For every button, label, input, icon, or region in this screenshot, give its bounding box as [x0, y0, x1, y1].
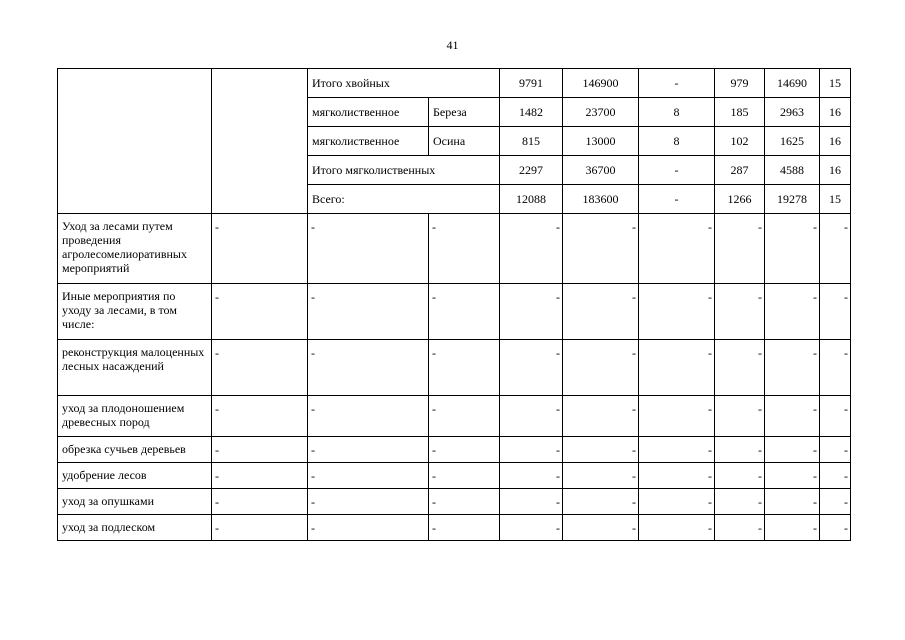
dash-cell: -: [820, 515, 851, 541]
dash-cell: -: [715, 463, 765, 489]
dash-cell: -: [765, 214, 820, 284]
value-cell: 2963: [765, 98, 820, 127]
forest-type-label: мягколиственное: [308, 98, 429, 127]
value-cell: -: [639, 156, 715, 185]
dash-cell: -: [308, 437, 429, 463]
dash-cell: -: [500, 284, 563, 340]
forest-type-label: Всего:: [308, 185, 500, 214]
value-cell: 1482: [500, 98, 563, 127]
value-cell: 15: [820, 69, 851, 98]
dash-cell: -: [500, 340, 563, 396]
activity-name: удобрение лесов: [58, 463, 212, 489]
activity-name: уход за опушками: [58, 489, 212, 515]
dash-cell: -: [308, 489, 429, 515]
value-cell: 1625: [765, 127, 820, 156]
activity-name: Уход за лесами путем проведения агролесомелиоративных мероприятий: [58, 214, 212, 284]
dash-cell: -: [639, 515, 715, 541]
dash-cell: -: [563, 396, 639, 437]
dash-cell: -: [429, 284, 500, 340]
dash-cell: -: [563, 437, 639, 463]
dash-cell: -: [429, 396, 500, 437]
activity-row: [58, 340, 851, 396]
dash-cell: -: [765, 340, 820, 396]
dash-cell: -: [563, 489, 639, 515]
dash-cell: -: [429, 489, 500, 515]
species-label: Береза: [429, 98, 500, 127]
species-label: Осина: [429, 127, 500, 156]
value-cell: 19278: [765, 185, 820, 214]
dash-cell: -: [765, 489, 820, 515]
activity-name: реконструкция малоценных лесных насаждений: [58, 340, 212, 396]
activity-row: [58, 437, 851, 463]
dash-cell: -: [715, 214, 765, 284]
dash-cell: -: [429, 515, 500, 541]
value-cell: 12088: [500, 185, 563, 214]
activity-row: [58, 463, 851, 489]
dash-cell: -: [820, 489, 851, 515]
dash-cell: -: [212, 515, 308, 541]
forest-care-table: [57, 68, 851, 541]
dash-cell: -: [765, 463, 820, 489]
dash-cell: -: [765, 396, 820, 437]
dash-cell: -: [429, 340, 500, 396]
value-cell: 15: [820, 185, 851, 214]
value-cell: 979: [715, 69, 765, 98]
dash-cell: -: [212, 396, 308, 437]
dash-cell: -: [820, 340, 851, 396]
dash-cell: -: [639, 396, 715, 437]
value-cell: 16: [820, 127, 851, 156]
dash-cell: -: [563, 214, 639, 284]
dash-cell: -: [308, 396, 429, 437]
value-cell: 287: [715, 156, 765, 185]
page-number: 41: [446, 38, 459, 52]
dash-cell: -: [308, 463, 429, 489]
dash-cell: -: [308, 284, 429, 340]
value-cell: 9791: [500, 69, 563, 98]
dash-cell: -: [820, 284, 851, 340]
dash-cell: -: [212, 340, 308, 396]
forest-type-label: Итого хвойных: [308, 69, 500, 98]
empty-activity-cell: [58, 69, 212, 214]
dash-cell: -: [500, 396, 563, 437]
dash-cell: -: [639, 463, 715, 489]
value-cell: 185: [715, 98, 765, 127]
activity-row: [58, 489, 851, 515]
summary-row: [58, 69, 851, 98]
dash-cell: -: [563, 284, 639, 340]
value-cell: 1266: [715, 185, 765, 214]
activity-name: Иные мероприятия по уходу за лесами, в том числе:: [58, 284, 212, 340]
dash-cell: -: [639, 489, 715, 515]
value-cell: 13000: [563, 127, 639, 156]
dash-cell: -: [820, 437, 851, 463]
dash-cell: -: [212, 437, 308, 463]
value-cell: 16: [820, 156, 851, 185]
value-cell: 815: [500, 127, 563, 156]
dash-cell: -: [715, 437, 765, 463]
dash-cell: -: [639, 340, 715, 396]
value-cell: 2297: [500, 156, 563, 185]
activity-name: обрезка сучьев деревьев: [58, 437, 212, 463]
dash-cell: -: [765, 284, 820, 340]
forest-type-label: Итого мягколиственных: [308, 156, 500, 185]
dash-cell: -: [500, 437, 563, 463]
value-cell: 4588: [765, 156, 820, 185]
value-cell: 14690: [765, 69, 820, 98]
dash-cell: -: [820, 214, 851, 284]
dash-cell: -: [429, 214, 500, 284]
dash-cell: -: [765, 437, 820, 463]
dash-cell: -: [308, 515, 429, 541]
activity-row: [58, 214, 851, 284]
dash-cell: -: [563, 515, 639, 541]
dash-cell: -: [715, 515, 765, 541]
activity-name: уход за плодоношением древесных пород: [58, 396, 212, 437]
dash-cell: -: [820, 396, 851, 437]
value-cell: 23700: [563, 98, 639, 127]
dash-cell: -: [715, 489, 765, 515]
dash-cell: -: [639, 284, 715, 340]
dash-cell: -: [639, 437, 715, 463]
dash-cell: -: [500, 463, 563, 489]
value-cell: 16: [820, 98, 851, 127]
empty-unit-cell: [212, 69, 308, 214]
dash-cell: -: [563, 463, 639, 489]
dash-cell: -: [308, 214, 429, 284]
dash-cell: -: [563, 340, 639, 396]
dash-cell: -: [212, 214, 308, 284]
dash-cell: -: [500, 515, 563, 541]
dash-cell: -: [715, 340, 765, 396]
value-cell: 8: [639, 98, 715, 127]
dash-cell: -: [765, 515, 820, 541]
dash-cell: -: [715, 396, 765, 437]
value-cell: 102: [715, 127, 765, 156]
activity-row: [58, 396, 851, 437]
value-cell: -: [639, 185, 715, 214]
activity-name: уход за подлеском: [58, 515, 212, 541]
forest-type-label: мягколиственное: [308, 127, 429, 156]
dash-cell: -: [820, 463, 851, 489]
dash-cell: -: [715, 284, 765, 340]
dash-cell: -: [308, 340, 429, 396]
dash-cell: -: [212, 463, 308, 489]
dash-cell: -: [429, 437, 500, 463]
value-cell: 146900: [563, 69, 639, 98]
dash-cell: -: [212, 489, 308, 515]
dash-cell: -: [639, 214, 715, 284]
activity-row: [58, 515, 851, 541]
value-cell: 8: [639, 127, 715, 156]
dash-cell: -: [500, 489, 563, 515]
dash-cell: -: [212, 284, 308, 340]
dash-cell: -: [500, 214, 563, 284]
dash-cell: -: [429, 463, 500, 489]
value-cell: -: [639, 69, 715, 98]
activity-row: [58, 284, 851, 340]
value-cell: 36700: [563, 156, 639, 185]
value-cell: 183600: [563, 185, 639, 214]
